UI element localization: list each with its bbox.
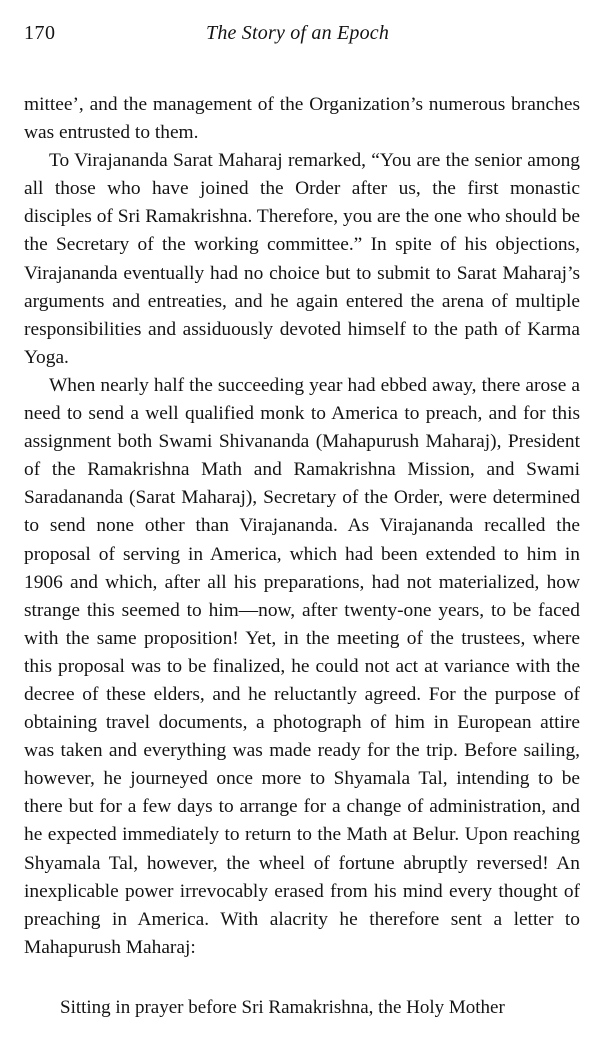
body-text [24,91,580,962]
page-number: 170 [24,22,56,44]
paragraph-sarat-maharaj-remark: To Virajananda Sarat Maharaj remarked, “You are the senior among all those who have joined the Order after us, the first monastic disciples of Sri Ramakrishna. Therefore, you are the one who should be the Secretary of the working committee.” In spite of his objections, Virajananda eventually had no choice but to submit to Sarat Maharaj’s arguments and entreaties, and he again entered the arena of multiple responsibilities and assiduously devoted himself to the path of Karma Yoga. [24,150,580,368]
paragraph-continued: mittee’, and the management of the Organization’s numerous branches was entrusted to them. [24,94,580,144]
page-header [24,22,580,62]
block-quote-start: Sitting in prayer before Sri Ramakrishna, the Holy Mother [60,997,505,1018]
paragraph-america-assignment: When nearly half the succeeding year had ebbed away, there arose a need to send a well qualified monk to America to preach, and for this assignment both Swami Shivananda (Mahapurush Maharaj), President of the Ramakrishna Math and Ramakrishna Mission, and Swami Saradananda (Sarat Maharaj), Secretary of the Order, were determined to send none other than Virajananda. As Virajananda recalled the proposal of serving in America, which had been extended to him in 1906 and which, after all his preparations, had not materialized, how strange this seemed to him—now, after twenty-one years, to be faced with the same proposition! Yet, in the meeting of the trustees, where this proposal was to be finalized, he could not act at variance with the decree of these elders, and he reluctantly agreed. For the purpose of obtaining travel documents, a photograph of him in European attire was taken and everything was made ready for the trip. Before sailing, however, he journeyed once more to Shyamala Tal, intending to be there but for a few days to arrange for a change of administration, and he expected immediately to return to the Math at Belur. Upon reaching Shyamala Tal, however, the wheel of fortune abruptly reversed! An inexplicable power irrevocably erased from his mind every thought of preaching in America. With alacrity he therefore sent a letter to Mahapurush Maharaj: [24,374,580,958]
book-page [24,22,580,1022]
running-head: The Story of an Epoch [206,22,390,44]
